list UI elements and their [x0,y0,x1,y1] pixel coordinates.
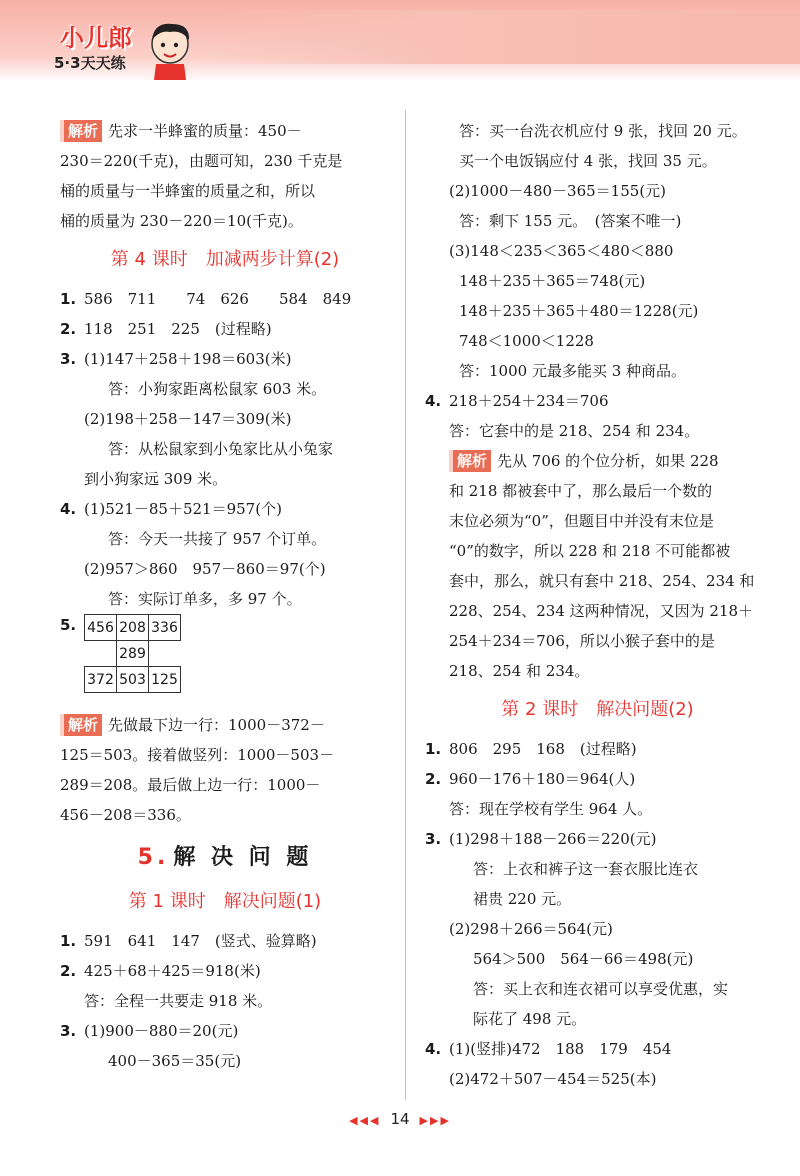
analysis-tag: 解析 [60,714,102,736]
analysis-tag: 解析 [60,120,102,142]
answer-line: (2)472＋507－454＝525(本) [449,1070,657,1088]
answer-4: 4. 218＋254＋234＝706 [425,392,609,410]
lesson-title: 第 2 课时 解决问题(2) [501,699,694,720]
analysis-line: 和 218 都被套中了，那么最后一个数的 [449,482,713,500]
answer-line: 买一个电饭锅应付 4 张，找回 35 元。 [459,152,717,170]
grid-cell: 456 [84,614,117,641]
answer-line: (2)198＋258－147＝309(米) [84,410,292,428]
answer-2: 2. 960－176＋180＝964(人) [425,770,636,788]
chapter-title: 5. 解 决 问 题 [137,845,313,870]
lesson-title: 第 1 课时 解决问题(1) [128,891,322,912]
number-grid [60,614,390,710]
answer-5-number: 5. [60,616,77,634]
analysis-line: 末位必须为“0”，但题目中并没有末位是 [449,512,714,530]
answer-line: 400－365＝35(元) [108,1052,242,1070]
answer-line: 答：它套中的是 218、254 和 234。 [449,422,700,440]
analysis-line: 桶的质量与一半蜂蜜的质量之和，所以 [60,182,316,200]
grid-cell: 336 [148,614,181,641]
answer-line: (2)957＞860 957－860＝97(个) [84,560,326,578]
answer-3: 3. (1)147＋258＋198＝603(米) [60,350,292,368]
answer-line: 答：从松鼠家到小兔家比从小兔家 [108,440,334,458]
brand-logo [52,18,202,80]
triangle-right-icon: ▶▶▶ [419,1114,451,1127]
answer-line: 际花了 498 元。 [473,1010,587,1028]
column-divider [405,110,406,1100]
answer-line: 答：剩下 155 元。 (答案不唯一) [459,212,682,230]
mascot-icon [140,18,198,80]
answer-line: 564＞500 564－66＝498(元) [473,950,694,968]
grid-cell: 125 [148,666,181,693]
answer-line: 答：1000 元最多能买 3 种商品。 [459,362,687,380]
answer-3: 3. (1)900－880＝20(元) [60,1022,239,1040]
analysis-line: 289＝208。最后做上边一行：1000－ [60,776,321,794]
grid-cell: 208 [116,614,149,641]
analysis-tag: 解析 [449,450,491,472]
header-stripe [200,10,800,64]
answer-line: 答：现在学校有学生 964 人。 [449,800,653,818]
answer-line: 答：全程一共要走 918 米。 [84,992,273,1010]
answer-line: 148＋235＋365＝748(元) [459,272,646,290]
answer-1: 1. 586 711 74 626 584 849 [60,290,352,308]
grid-cell: 372 [84,666,117,693]
analysis-line: 桶的质量为 230－220＝10(千克)。 [60,212,303,230]
answer-3: 3. (1)298＋188－266＝220(元) [425,830,657,848]
analysis-line: 218、254 和 234。 [449,662,590,680]
analysis-line: 228、254、234 这两种情况，又因为 218＋ [449,602,754,620]
answer-2: 2. 118 251 225 (过程略) [60,320,272,338]
analysis-line: 解析 先从 706 的个位分析，如果 228 [425,446,770,476]
answer-line: 答：买上衣和连衣裙可以享受优惠，实 [473,980,729,998]
analysis-line: 解析 先做最下边一行：1000－372－ [60,710,390,740]
analysis-line: 254＋234＝706，所以小猴子套中的是 [449,632,715,650]
series-name: 5·3天天练 [54,54,126,72]
answer-2: 2. 425＋68＋425＝918(米) [60,962,261,980]
answer-line: (2)298＋266＝564(元) [449,920,613,938]
analysis-line: “0”的数字，所以 228 和 218 不可能都被 [449,542,731,560]
answer-1: 1. 806 295 168 (过程略) [425,740,637,758]
answer-line: 答：上衣和裤子这一套衣服比连衣 [473,860,699,878]
answer-line: 答：实际订单多，多 97 个。 [108,590,302,608]
answer-line: 148＋235＋365＋480＝1228(元) [459,302,699,320]
answer-line: (3)148＜235＜365＜480＜880 [449,242,674,260]
analysis-line: 125＝503。接着做竖列：1000－503－ [60,746,335,764]
triangle-left-icon: ◀◀◀ [349,1114,381,1127]
analysis-line: 456－208＝336。 [60,806,191,824]
answer-4: 4. (1)521－85＋521＝957(个) [60,500,282,518]
page-number-text: 14 [390,1110,410,1128]
brand-name: 小儿郎 [60,24,132,52]
analysis-line: 套中，那么，就只有套中 218、254、234 和 [449,572,755,590]
answer-line: 裙贵 220 元。 [473,890,572,908]
grid-cell: 503 [116,666,149,693]
grid-cell: 289 [116,640,149,667]
answer-1: 1. 591 641 147 (竖式、验算略) [60,932,317,950]
answer-line: 答：今天一共接了 957 个订单。 [108,530,327,548]
answer-line: 答：买一台洗衣机应付 9 张，找回 20 元。 [459,122,747,140]
analysis-line: 解析 先求一半蜂蜜的质量：450－ [60,116,390,146]
lesson-title: 第 4 课时 加减两步计算(2) [110,249,340,270]
left-column [60,116,390,1076]
answer-line: 748＜1000＜1228 [459,332,594,350]
answer-line: 到小狗家远 309 米。 [84,470,228,488]
page-number [0,1110,800,1128]
answer-4: 4. (1)(竖排)472 188 179 454 [425,1040,672,1058]
right-column [425,116,770,1094]
answer-line: 答：小狗家距离松鼠家 603 米。 [108,380,327,398]
analysis-line: 230＝220(千克)，由题可知，230 千克是 [60,152,343,170]
answer-line: (2)1000－480－365＝155(元) [449,182,667,200]
